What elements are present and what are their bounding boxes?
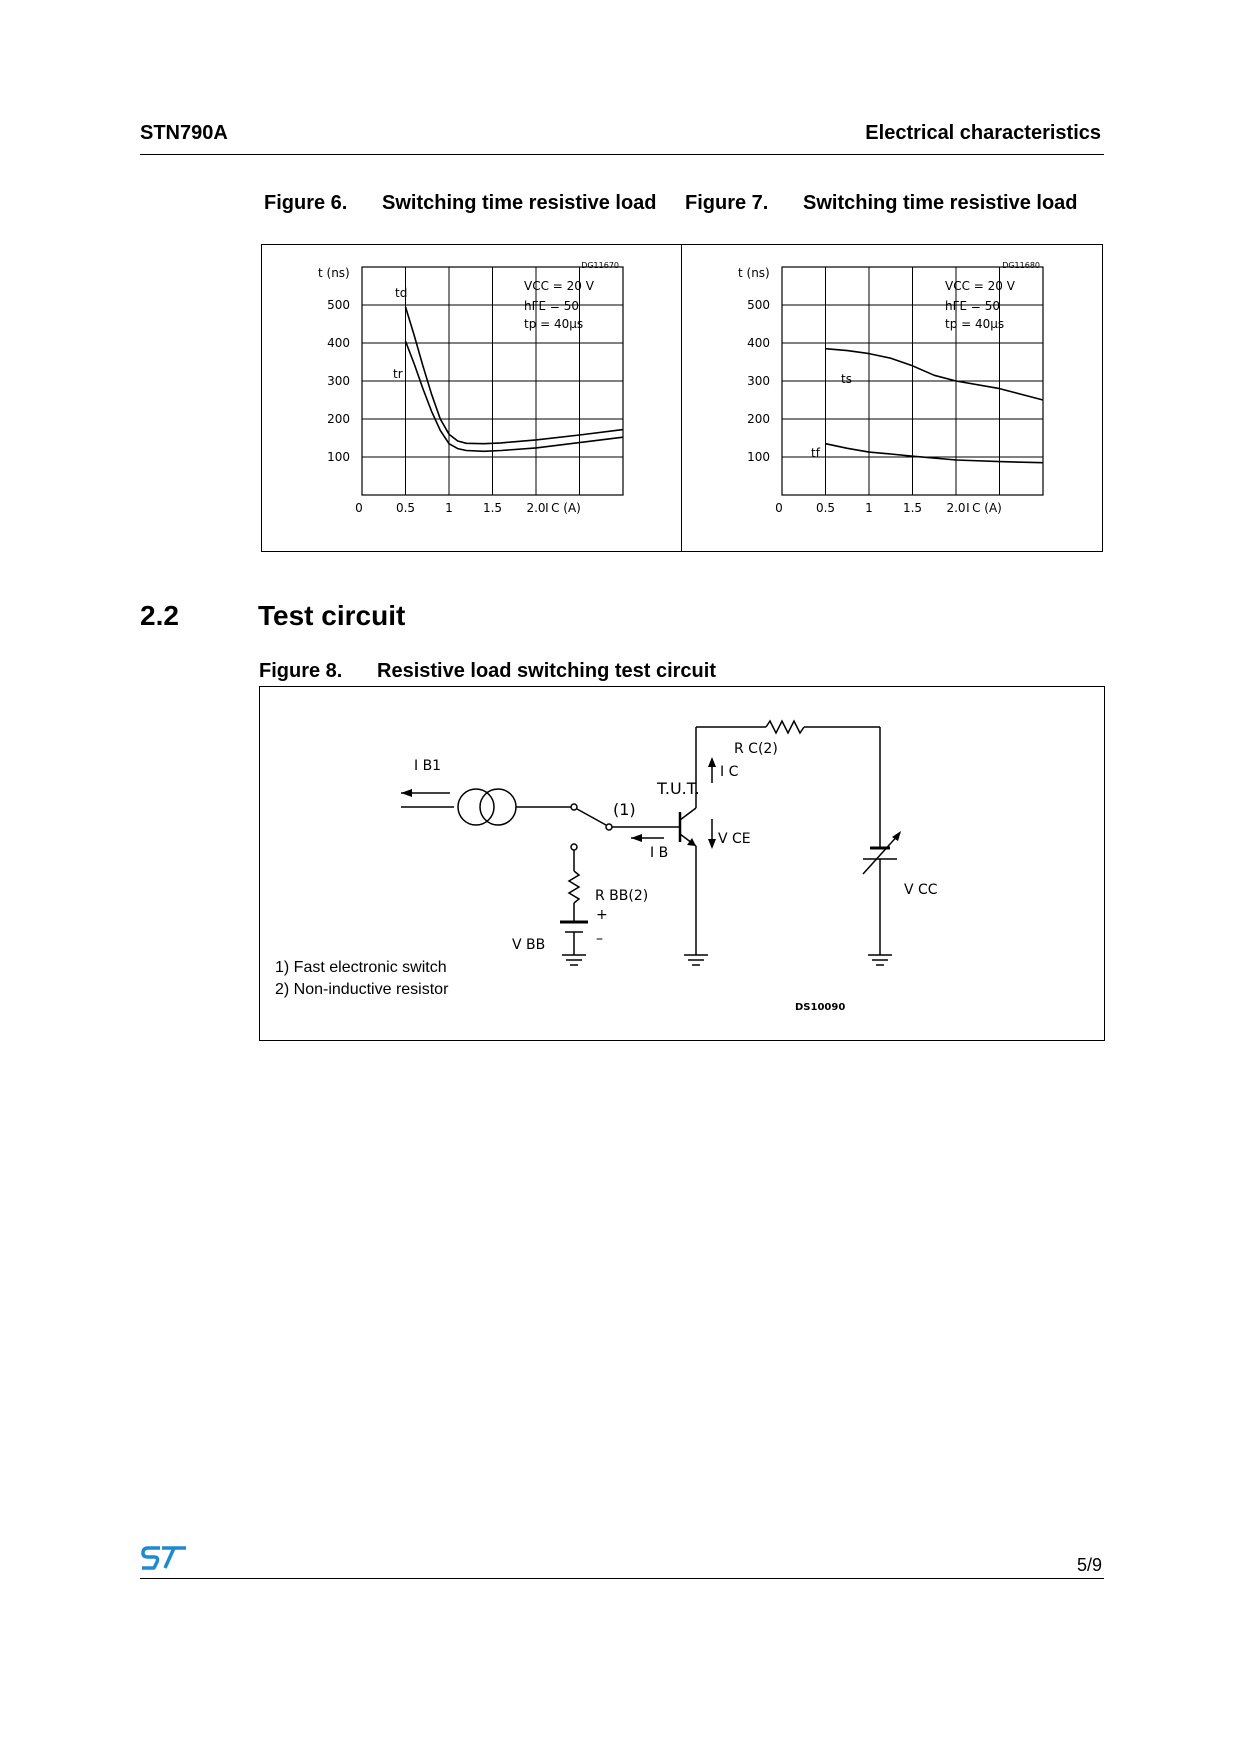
figure6-chart-svg bbox=[262, 245, 683, 553]
figure7-xtick-label: 1.5 bbox=[902, 501, 923, 515]
figure7-xtick-label: 2.0 bbox=[946, 501, 966, 515]
figure7-number: Figure 7. bbox=[685, 192, 769, 214]
page-number: 5/9 bbox=[1076, 1555, 1102, 1575]
doc-header-section: Electrical characteristics bbox=[865, 122, 1101, 144]
note-1: 1) Fast electronic switch bbox=[275, 959, 447, 976]
label-ic: I C bbox=[720, 764, 739, 780]
section-number: 2.2 bbox=[140, 600, 179, 631]
label-switch: (1) bbox=[613, 800, 636, 819]
label-vcc: V CC bbox=[904, 882, 938, 898]
figure6-curves bbox=[406, 307, 624, 451]
switch-contact-common bbox=[606, 824, 612, 830]
figure7-xtick-label: 0 bbox=[775, 501, 783, 515]
figure8-circuit bbox=[259, 686, 1105, 1041]
transistor-collector-leg bbox=[680, 808, 696, 820]
figure6-series-td bbox=[406, 307, 624, 444]
figure7-curves bbox=[826, 349, 1044, 463]
figure6-xtick-label: 1 bbox=[445, 501, 453, 515]
label-rc: R C(2) bbox=[734, 741, 778, 757]
figure6-ytick-label: 500 bbox=[327, 298, 350, 312]
figure6-xtick-label: 2.0 bbox=[526, 501, 546, 515]
figure7-series-tf bbox=[826, 444, 1044, 463]
figure6-ylabel: t (ns) bbox=[318, 266, 350, 280]
transistor-emitter-arrowhead bbox=[687, 838, 696, 846]
doc-header-part-number: STN790A bbox=[140, 122, 228, 144]
figure6-code: DG11670 bbox=[581, 261, 619, 270]
label-minus: – bbox=[596, 931, 603, 947]
label-plus: + bbox=[596, 907, 608, 923]
st-logo-t bbox=[162, 1548, 186, 1568]
figure7-ytick-label: 300 bbox=[747, 374, 770, 388]
figure6-ytick-label: 300 bbox=[327, 374, 350, 388]
figure6-xtick-label: 1.5 bbox=[482, 501, 503, 515]
ib1-arrowhead bbox=[401, 789, 412, 797]
figure6-title: Switching time resistive load bbox=[382, 192, 657, 214]
footer-rule bbox=[140, 1578, 1104, 1579]
figure6-xlabel: I C (A) bbox=[545, 501, 581, 515]
note-2: 2) Non-inductive resistor bbox=[275, 981, 449, 998]
figure7-ylabel: t (ns) bbox=[738, 266, 770, 280]
label-rbb: R BB(2) bbox=[595, 888, 649, 904]
figure6-label-td: td bbox=[395, 286, 408, 300]
label-tut: T.U.T. bbox=[657, 779, 700, 798]
figure6-label-tr: tr bbox=[393, 367, 403, 381]
figure6-ytick-label: 400 bbox=[327, 336, 350, 350]
st-logo bbox=[140, 1545, 188, 1571]
figure8-number: Figure 8. bbox=[259, 660, 343, 682]
figure6-caption bbox=[264, 192, 657, 215]
figure7-cond-tp: tp = 40μs bbox=[945, 317, 1005, 331]
switch-contact-top bbox=[571, 804, 577, 810]
figure7-xtick-label: 1 bbox=[865, 501, 873, 515]
vcc-variable-arrow bbox=[863, 833, 900, 874]
figure6-series-tr bbox=[406, 341, 624, 451]
figure7-chart-svg bbox=[682, 245, 1104, 553]
figure7-xtick-label: 0.5 bbox=[815, 501, 836, 515]
figure6-xtick-label: 0 bbox=[355, 501, 363, 515]
figure7-ytick-label: 500 bbox=[747, 298, 770, 312]
label-vce: V CE bbox=[718, 831, 751, 847]
figure7-label-tf: tf bbox=[811, 446, 820, 460]
vce-arrowhead bbox=[708, 839, 716, 849]
switch-blade bbox=[577, 809, 606, 825]
figure6-ytick-label: 100 bbox=[327, 450, 350, 464]
figure6-ytick-label: 200 bbox=[327, 412, 350, 426]
figure7-chart bbox=[681, 244, 1103, 552]
figure7-ytick-label: 100 bbox=[747, 450, 770, 464]
current-source-circle-left bbox=[458, 789, 494, 825]
figure7-cond-hfe: hFE = 50 bbox=[945, 299, 1001, 313]
ib-arrowhead bbox=[631, 834, 642, 842]
figure8-title: Resistive load switching test circuit bbox=[377, 660, 716, 682]
figure7-xlabel: I C (A) bbox=[966, 501, 1002, 515]
st-logo-s bbox=[142, 1548, 160, 1568]
ic-arrowhead bbox=[708, 757, 716, 767]
figure7-code: DG11680 bbox=[1002, 261, 1040, 270]
figure6-chart bbox=[261, 244, 682, 552]
label-ib: I B bbox=[650, 845, 669, 861]
switch-contact-bottom bbox=[571, 844, 577, 850]
figure7-ytick-label: 400 bbox=[747, 336, 770, 350]
rc-resistor bbox=[766, 721, 804, 733]
figure7-cond-vcc: VCC = 20 V bbox=[945, 279, 1015, 293]
figure6-cond-vcc: VCC = 20 V bbox=[524, 279, 594, 293]
current-source-circle-right bbox=[480, 789, 516, 825]
section-title: Test circuit bbox=[258, 600, 406, 631]
figure7-caption bbox=[685, 192, 1078, 215]
figure6-number: Figure 6. bbox=[264, 192, 348, 214]
figure8-caption bbox=[259, 660, 716, 683]
figure7-ytick-label: 200 bbox=[747, 412, 770, 426]
label-ib1: I B1 bbox=[414, 758, 442, 774]
figure6-xtick-label: 0.5 bbox=[395, 501, 416, 515]
figure7-series-ts bbox=[826, 349, 1044, 400]
rbb-resistor bbox=[569, 871, 579, 903]
circuit-code: DS10090 bbox=[795, 1002, 846, 1013]
figure7-label-ts: ts bbox=[841, 372, 852, 386]
figure6-cond-hfe: hFE = 50 bbox=[524, 299, 580, 313]
header-rule bbox=[140, 154, 1104, 155]
label-vbb: V BB bbox=[512, 937, 546, 953]
figure6-cond-tp: tp = 40μs bbox=[524, 317, 584, 331]
figure7-title: Switching time resistive load bbox=[803, 192, 1078, 214]
